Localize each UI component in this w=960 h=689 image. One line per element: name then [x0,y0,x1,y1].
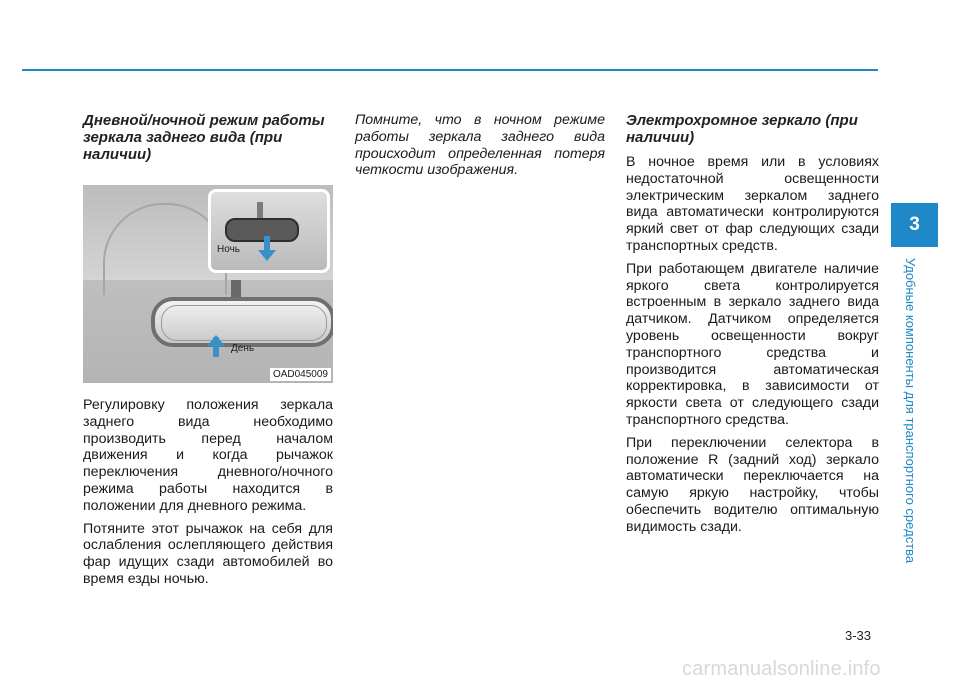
right-paragraph-3: При переключении селектора в положение R (задний ход) зеркало автоматически переключается на самую яркую настройку, чтобы обеспечить водителю оптимальную видимость сзади. [626,434,879,535]
header-rule [22,69,878,71]
day-label: День [231,343,255,354]
night-label: Ночь [217,244,240,255]
rearview-mirror-glass [161,305,327,341]
inset-mirror [225,218,299,242]
night-position-inset [208,189,330,273]
mirror-illustration [83,185,333,383]
night-arrow-stem [264,236,270,250]
left-paragraph-1: Регулировку положения зеркала заднего вида необходимо производить перед началом движения и когда рычажок переключения дневного/ночного режима работы находится в положении для дневного режима. [83,397,333,514]
day-arrow-icon [207,335,225,346]
left-paragraph-2: Потяните этот рычажок на себя для ослабления ослепляющего действия фар идущих сзади автомобилей во время езды ночью. [83,520,333,587]
left-column [83,112,333,594]
electrochromic-mirror-heading: Электрохромное зеркало (при наличии) [626,112,858,146]
day-night-mirror-heading: Дневной/ночной режим работы зеркала заднего вида (при наличии) [83,112,325,163]
section-tab: 3 [891,203,938,247]
night-mode-note: Помните, что в ночном режиме работы зеркала заднего вида происходит определенная потеря четкости изображения. [355,112,605,179]
section-title-vertical: Удобные компоненты для транспортного средства [903,258,918,564]
middle-column [355,112,605,179]
night-arrow-icon [258,250,276,261]
right-paragraph-2: При работающем двигателе наличие яркого света контролируется встроенным в зеркало заднего вида датчиком. Датчиком определяется уровень освещенности вокруг транспортного средства и производится автоматическая корректировка, в зависимости от яркости света от следующего сзади транспортного средства. [626,260,879,428]
figure-code: OAD045009 [270,368,331,381]
page-number: 3-33 [845,628,872,643]
watermark: carmanualsonline.info [682,658,881,680]
right-column [626,112,879,542]
right-paragraph-1: В ночное время или в условиях недостаточной освещенности электрическим зеркалом заднего вида автоматически контролируются яркий свет от фар следующих сзади транспортных средств. [626,154,879,254]
